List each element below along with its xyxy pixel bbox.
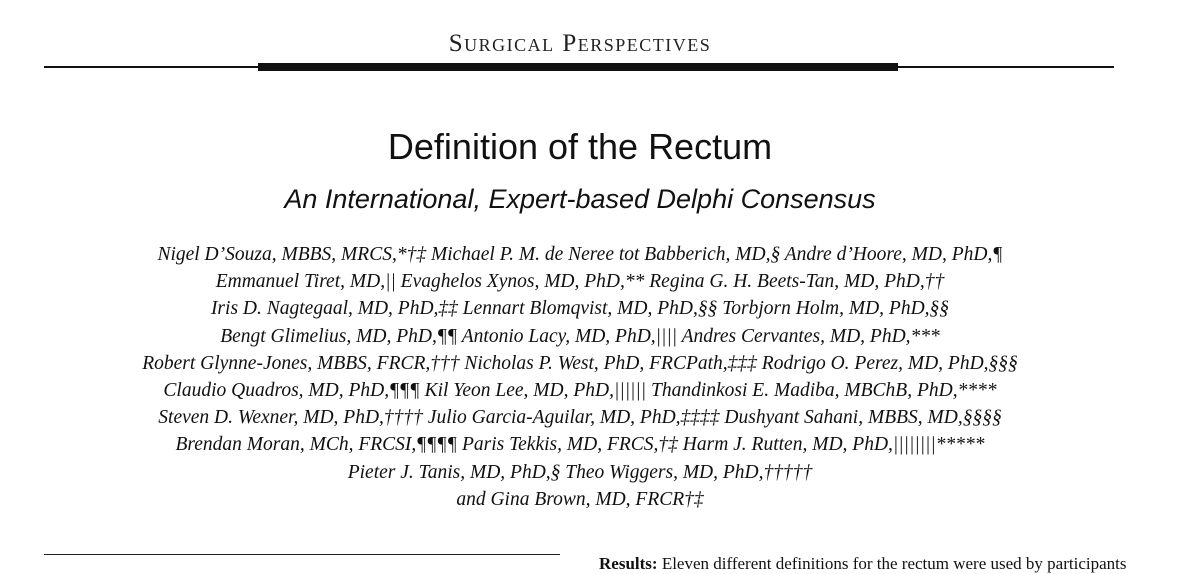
results-label: Results: <box>599 554 658 573</box>
article-title: Definition of the Rectum <box>387 126 773 167</box>
header-rule-accent <box>258 63 898 71</box>
abstract-divider <box>44 554 560 555</box>
author-line: Nigel D’Souza, MBBS, MRCS,*†‡ Michael P. M. de Neree tot Babberich, MD,§ Andre d’Hoore, MD, PhD,¶ <box>157 244 1003 265</box>
author-line: Emmanuel Tiret, MD,|| Evaghelos Xynos, MD, PhD,** Regina G. H. Beets-Tan, MD, PhD,†† <box>215 271 945 293</box>
author-line: Claudio Quadros, MD, PhD,¶¶¶ Kil Yeon Lee, MD, PhD,|||||| Thandinkosi E. Madiba, MBChB, PhD,**** <box>163 380 997 402</box>
author-list <box>20 241 1140 513</box>
author-line: Bengt Glimelius, MD, PhD,¶¶ Antonio Lacy, MD, PhD,|||| Andres Cervantes, MD, PhD,*** <box>220 325 940 347</box>
author-line: Robert Glynne-Jones, MBBS, FRCR,††† Nicholas P. West, PhD, FRCPath,‡‡‡ Rodrigo O. Perez, MD, PhD,§§§ <box>142 352 1018 374</box>
abstract-results <box>599 554 1126 574</box>
author-line: and Gina Brown, MD, FRCR†‡ <box>456 488 704 510</box>
author-line: Pieter J. Tanis, MD, PhD,§ Theo Wiggers, MD, PhD,††††† <box>347 461 813 483</box>
author-line: Steven D. Wexner, MD, PhD,†††† Julio Garcia-Aguilar, MD, PhD,‡‡‡‡ Dushyant Sahani, MBBS, MD,§§§§ <box>158 407 1002 429</box>
section-label: Surgical Perspectives <box>448 30 712 57</box>
results-text: Eleven different definitions for the rectum were used by participants <box>661 554 1127 573</box>
author-line: Brendan Moran, MCh, FRCSI,¶¶¶¶ Paris Tekkis, MD, FRCS,†‡ Harm J. Rutten, MD, PhD,||||||||***** <box>175 434 985 456</box>
article-subtitle: An International, Expert-based Delphi Consensus <box>284 184 876 214</box>
author-line: Iris D. Nagtegaal, MD, PhD,‡‡ Lennart Blomqvist, MD, PhD,§§ Torbjorn Holm, MD, PhD,§§ <box>210 298 950 320</box>
